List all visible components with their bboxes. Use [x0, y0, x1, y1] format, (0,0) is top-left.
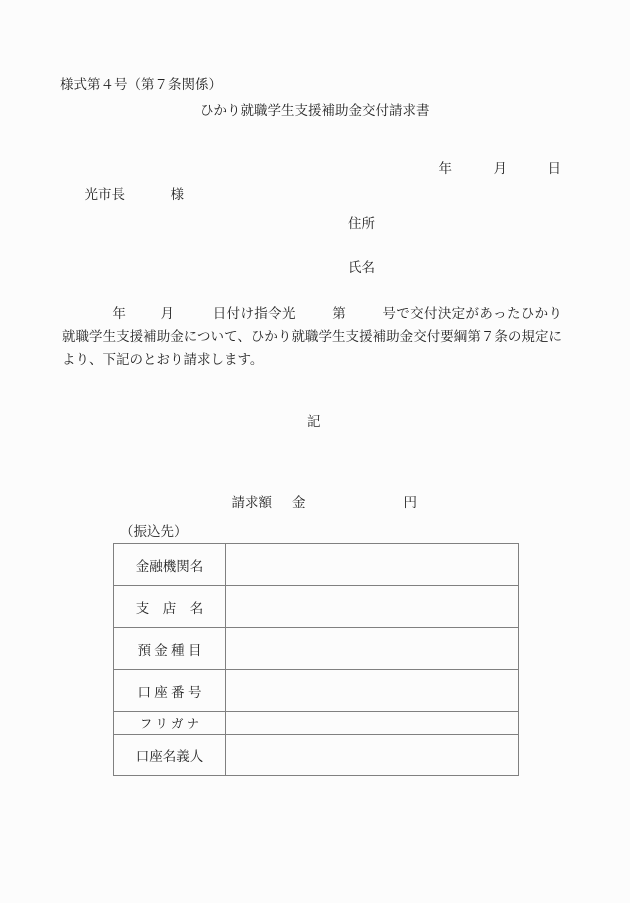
applicant-address-label: 住所	[348, 216, 375, 231]
table-row	[114, 586, 519, 628]
amount-label: 請求額	[231, 494, 272, 510]
table-row	[114, 544, 519, 586]
recipient-name-label: 光市長	[84, 186, 125, 202]
date-day-label: 日	[547, 160, 561, 176]
table-row	[114, 712, 519, 735]
amount-currency-suffix: 円	[403, 494, 417, 510]
body-paragraph	[62, 302, 562, 371]
recipient-line	[71, 174, 184, 215]
bank-institution-label: 金融機関名	[114, 544, 226, 586]
body-number-prefix: 第	[331, 306, 347, 321]
table-row	[114, 628, 519, 670]
bank-branch-field[interactable]	[226, 586, 519, 628]
applicant-name-label: 氏名	[348, 260, 375, 275]
amount-currency-prefix: 金	[292, 494, 306, 510]
date-line	[425, 148, 561, 189]
body-day-order-text: 日付け指令光	[212, 306, 296, 321]
ki-mark: 記	[307, 414, 321, 429]
form-number-label: 様式第４号（第７条関係）	[60, 77, 222, 92]
bank-account-number-label: 口 座 番 号	[114, 670, 226, 712]
bank-furigana-label: フ リ ガ ナ	[114, 712, 226, 735]
bank-details-table	[113, 543, 519, 776]
bank-furigana-field[interactable]	[226, 712, 519, 735]
date-month-label: 月	[493, 160, 507, 176]
body-year-label: 年	[112, 306, 127, 321]
document-title: ひかり就職学生支援補助金交付請求書	[200, 103, 430, 118]
bank-branch-label: 支 店 名	[114, 586, 226, 628]
bank-institution-field[interactable]	[226, 544, 519, 586]
bank-account-holder-label: 口座名義人	[114, 735, 226, 776]
bank-account-holder-field[interactable]	[226, 735, 519, 776]
bank-account-type-field[interactable]	[226, 628, 519, 670]
body-main-text: 号で交付決定があったひかり就職学生支援補助金について、ひかり就職学生支援補助金交付要綱第７条の規定により、下記のとおり請求します。	[62, 306, 563, 367]
recipient-honorific-label: 様	[170, 186, 184, 202]
table-row	[114, 670, 519, 712]
bank-account-type-label: 預 金 種 目	[114, 628, 226, 670]
amount-line	[218, 482, 417, 523]
table-row	[114, 735, 519, 776]
body-month-label: 月	[160, 306, 175, 321]
date-year-label: 年	[438, 160, 452, 176]
bank-transfer-caption: （振込先）	[120, 524, 188, 539]
bank-account-number-field[interactable]	[226, 670, 519, 712]
